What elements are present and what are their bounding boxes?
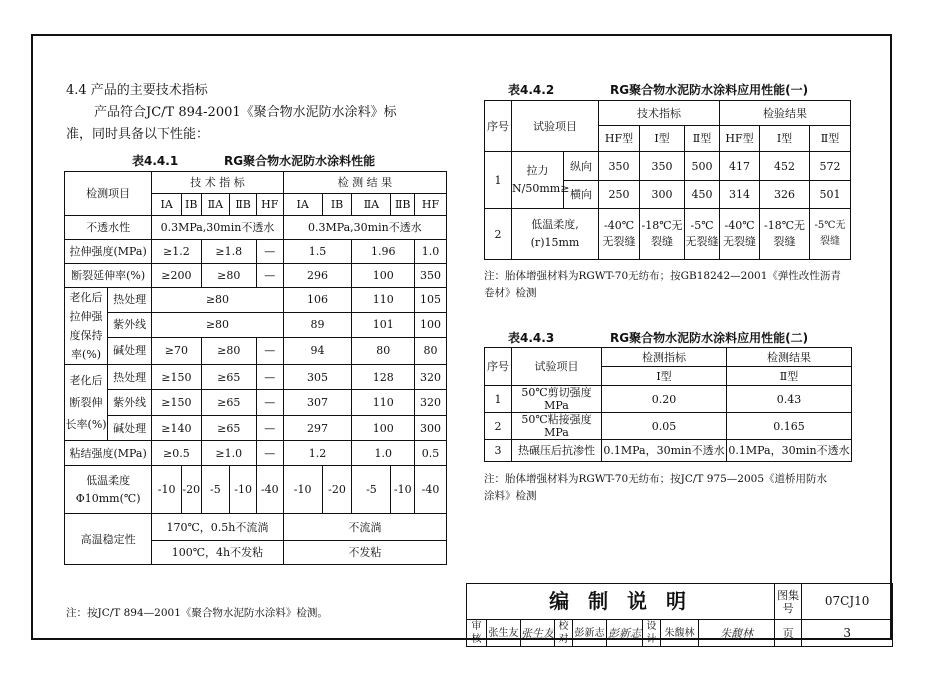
- t1-cell: 不发粘: [283, 541, 446, 565]
- t2-header-item: 试验项目: [512, 101, 599, 152]
- t2-tensile-line: 拉力: [526, 164, 549, 177]
- t1-cell: —: [256, 390, 283, 416]
- t2-cell: -40℃无裂缝: [599, 209, 640, 260]
- t1-cell: 100℃，4h不发粘: [152, 541, 283, 565]
- t3-cell: 0.165: [727, 413, 852, 440]
- t1-sub-IIA: ⅡA: [201, 194, 230, 216]
- t2-header-result: 检验结果: [720, 101, 851, 126]
- t1-cell: 89: [283, 312, 352, 337]
- t1-cell: 94: [283, 337, 352, 364]
- t1-aging-line: 度保持: [69, 329, 103, 342]
- t1-cell: 300: [415, 416, 447, 441]
- t1-cell: -40: [415, 466, 447, 514]
- t1-cell: ≥140: [152, 416, 201, 441]
- t1-cell: 307: [283, 390, 352, 416]
- table3-note-line2: 涂料》检测: [484, 490, 537, 502]
- t1-cell: —: [256, 337, 283, 364]
- t3-cell: 0.05: [602, 413, 727, 440]
- t1-cell: 305: [283, 365, 352, 390]
- t1-label: 不透水性: [65, 216, 152, 240]
- t1-cell: ≥1.0: [201, 441, 256, 466]
- table3-note-line1: 注：胎体增强材料为RGWT-70无纺布；按JC/T 975—2005《道桥用防水: [484, 473, 828, 485]
- t1-cell: 350: [415, 264, 447, 288]
- t2-header-tech: 技术指标: [599, 101, 720, 126]
- t1-cell: ≥65: [201, 416, 256, 441]
- t1-cell: 105: [415, 288, 447, 313]
- t2-cell: 501: [810, 181, 851, 209]
- table3-title: RG聚合物水泥防水涂料应用性能(二): [610, 331, 809, 345]
- t2-cell: 314: [720, 181, 760, 209]
- t2-lowtemp-line: (r)15mm: [530, 236, 580, 249]
- t1-lowtemp-line: Φ10mm(℃): [75, 491, 141, 505]
- atlas-number-value: 07CJ10: [802, 584, 893, 620]
- t1-cell: -20: [182, 466, 202, 514]
- t1-cell: —: [256, 264, 283, 288]
- t1-aging-line: 率(%): [71, 348, 102, 361]
- t2-cell: 452: [760, 152, 810, 181]
- checker-name: 彭新志: [573, 620, 607, 647]
- t1-cell: ≥80: [201, 264, 256, 288]
- reviewer-name: 张生友: [487, 620, 521, 647]
- t1-aging-line: 老化后: [69, 291, 103, 304]
- t2-cell: 350: [599, 152, 640, 181]
- reviewer-signature: 张生友: [521, 620, 555, 647]
- title-block: [466, 583, 893, 647]
- t1-cell: 0.3MPa,30min不透水: [152, 216, 283, 240]
- t1-sub-IIB: ⅡB: [230, 194, 257, 216]
- t2-sub: HF型: [720, 126, 760, 152]
- t2-cell: 450: [685, 181, 720, 209]
- t1-cell: -20: [322, 466, 352, 514]
- t1-cell: —: [256, 441, 283, 466]
- t1-cell: —: [256, 240, 283, 264]
- t2-sublabel: 纵向: [564, 152, 599, 181]
- t3-item: 热碾压后抗渗性: [512, 440, 602, 462]
- table1-number: 表4.4.1: [132, 154, 179, 168]
- t1-cell: ≥80: [152, 312, 283, 337]
- table3-number: 表4.4.3: [508, 331, 555, 345]
- t2-sub: Ⅰ型: [760, 126, 810, 152]
- t1-sub-IIA: ⅡA: [352, 194, 391, 216]
- t1-cell: ≥70: [152, 337, 201, 364]
- section-heading: 4.4 产品的主要技术指标: [66, 83, 208, 98]
- page-number: 3: [802, 620, 893, 647]
- t1-cell: -5: [352, 466, 391, 514]
- t1-cell: ≥65: [201, 390, 256, 416]
- t1-cell: 100: [352, 264, 415, 288]
- t3-seq: 1: [485, 386, 512, 413]
- t1-cell: ≥1.2: [152, 240, 201, 264]
- t1-crack-label: [65, 365, 108, 441]
- t1-cell: ≥200: [152, 264, 201, 288]
- t1-cell: 297: [283, 416, 352, 441]
- t3-header-item: 试验项目: [512, 348, 602, 386]
- t1-cell: -40: [256, 466, 283, 514]
- t1-cell: 106: [283, 288, 352, 313]
- table1: [64, 171, 447, 565]
- design-label: 设计: [643, 620, 661, 647]
- t2-sub: Ⅱ型: [685, 126, 720, 152]
- t2-sub: HF型: [599, 126, 640, 152]
- t1-crack-line: 长率(%): [65, 417, 107, 431]
- t1-cell: 1.2: [283, 441, 352, 466]
- t3-seq: 3: [485, 440, 512, 462]
- t3-header-result: 检测结果: [727, 348, 852, 367]
- t2-cell: 350: [640, 152, 685, 181]
- check-label: 校对: [555, 620, 573, 647]
- t1-cell: 80: [352, 337, 415, 364]
- t1-crack-line: 老化后: [69, 373, 103, 387]
- t2-seq: 1: [485, 152, 512, 209]
- t1-cell: -10: [230, 466, 257, 514]
- t1-cell: ≥80: [201, 337, 256, 364]
- t2-sublabel: 横向: [564, 181, 599, 209]
- t1-sub-HF: HF: [256, 194, 283, 216]
- t2-cell: 250: [599, 181, 640, 209]
- t2-cell: 417: [720, 152, 760, 181]
- t1-cell: -10: [391, 466, 415, 514]
- t2-cell: 300: [640, 181, 685, 209]
- t3-sub: Ⅰ型: [602, 367, 727, 386]
- t2-cell: -18℃无裂缝: [640, 209, 685, 260]
- t1-sub-IA: ⅠA: [283, 194, 322, 216]
- t1-aging-label: [65, 288, 108, 365]
- t2-seq: 2: [485, 209, 512, 260]
- t1-sub-IB: ⅠB: [322, 194, 352, 216]
- table1-title: RG聚合物水泥防水涂料性能: [224, 154, 376, 168]
- t2-sub: Ⅱ型: [810, 126, 851, 152]
- t3-seq: 2: [485, 413, 512, 440]
- t1-sub-IA: ⅠA: [152, 194, 182, 216]
- t2-tensile-label: [512, 152, 570, 209]
- t2-cell: -40℃无裂缝: [720, 209, 760, 260]
- t2-tensile-line: N/50mm≥: [512, 182, 570, 195]
- t1-sublabel: 碱处理: [108, 416, 152, 441]
- checker-signature: 彭新志: [607, 620, 643, 647]
- title-block-title: 编 制 说 明: [467, 584, 775, 620]
- t1-cell: 1.0: [352, 441, 415, 466]
- t1-header-result: 检 测 结 果: [283, 172, 446, 194]
- t1-sublabel: 热处理: [108, 365, 152, 390]
- t3-cell: 0.43: [727, 386, 852, 413]
- t1-cell: ≥150: [152, 390, 201, 416]
- t1-cell: 1.0: [415, 240, 447, 264]
- t1-sub-IB: ⅠB: [182, 194, 202, 216]
- t2-cell: 500: [685, 152, 720, 181]
- t1-cell: 80: [415, 337, 447, 364]
- t2-lowtemp-line: 低温柔度,: [531, 218, 579, 231]
- t3-sub: Ⅱ型: [727, 367, 852, 386]
- t1-header-item: 检测项目: [65, 172, 152, 216]
- atlas-number-label: 图集号: [775, 584, 802, 620]
- t1-aging-line: 拉伸强: [69, 310, 103, 323]
- t2-cell: -18℃无裂缝: [760, 209, 810, 260]
- t1-label: 断裂延伸率(%): [65, 264, 152, 288]
- designer-signature: 朱馥林: [699, 620, 775, 647]
- table2: [484, 100, 851, 260]
- t1-label: 粘结强度(MPa): [65, 441, 152, 466]
- t1-cell: 1.96: [352, 240, 415, 264]
- t1-cell: 100: [352, 416, 415, 441]
- t1-cell: 170℃，0.5h不流淌: [152, 514, 283, 541]
- table2-title: RG聚合物水泥防水涂料应用性能(一): [610, 83, 809, 97]
- t1-sub-HF: HF: [415, 194, 447, 216]
- t1-sub-IIB: ⅡB: [391, 194, 415, 216]
- t3-header-seq: 序号: [485, 348, 512, 386]
- t1-sublabel: 紫外线: [108, 390, 152, 416]
- t1-cell: 110: [352, 288, 415, 313]
- t1-cell: 101: [352, 312, 415, 337]
- t2-cell: -5℃无裂缝: [810, 209, 851, 260]
- t1-cell: ≥1.8: [201, 240, 256, 264]
- t2-lowtemp-label: [512, 209, 599, 260]
- t1-lowtemp-line: 低温柔度: [86, 473, 131, 487]
- page-label: 页: [775, 620, 802, 647]
- t1-sublabel: 紫外线: [108, 312, 152, 337]
- t3-item: 50℃粘接强度MPa: [512, 413, 602, 440]
- t1-cell: 100: [415, 312, 447, 337]
- t1-lowtemp-label: [65, 466, 152, 514]
- t1-cell: 320: [415, 365, 447, 390]
- t1-cell: 110: [352, 390, 415, 416]
- t1-cell: ≥150: [152, 365, 201, 390]
- t1-cell: ≥65: [201, 365, 256, 390]
- t1-cell: 0.5: [415, 441, 447, 466]
- t1-cell: -10: [283, 466, 322, 514]
- t1-label: 拉伸强度(MPa): [65, 240, 152, 264]
- t1-cell: 不流淌: [283, 514, 446, 541]
- t1-cell: ≥0.5: [152, 441, 201, 466]
- t1-cell: 128: [352, 365, 415, 390]
- t1-cell: 0.3MPa,30min不透水: [283, 216, 446, 240]
- table2-note-line2: 卷材》检测: [484, 287, 537, 299]
- t2-header-seq: 序号: [485, 101, 512, 152]
- t1-sublabel: 碱处理: [108, 337, 152, 364]
- table2-number: 表4.4.2: [508, 83, 555, 97]
- t1-sublabel: 热处理: [108, 288, 152, 313]
- t1-cell: -10: [152, 466, 182, 514]
- table1-note: 注：按JC/T 894—2001《聚合物水泥防水涂料》检测。: [66, 607, 328, 619]
- t2-cell: 326: [760, 181, 810, 209]
- t1-cell: 320: [415, 390, 447, 416]
- review-label: 审核: [467, 620, 487, 647]
- t1-cell: ≥80: [152, 288, 283, 313]
- t1-cell: -5: [201, 466, 230, 514]
- designer-name: 朱馥林: [661, 620, 699, 647]
- t3-cell: 0.1MPa，30min不透水: [727, 440, 852, 462]
- t2-sub: Ⅰ型: [640, 126, 685, 152]
- t3-cell: 0.20: [602, 386, 727, 413]
- t1-crack-line: 断裂伸: [69, 395, 103, 409]
- t1-header-tech: 技 术 指 标: [152, 172, 283, 194]
- t3-cell: 0.1MPa，30min不透水: [602, 440, 727, 462]
- t2-cell: 572: [810, 152, 851, 181]
- table2-note-line1: 注：胎体增强材料为RGWT-70无纺布；按GB18242—2001《弹性改性沥青: [484, 270, 841, 282]
- t3-header-tech: 检测指标: [602, 348, 727, 367]
- t3-item: 50℃剪切强度MPa: [512, 386, 602, 413]
- t1-cell: 296: [283, 264, 352, 288]
- t2-cell: -5℃无裂缝: [685, 209, 720, 260]
- t1-cell: —: [256, 416, 283, 441]
- intro-line-1: 产品符合JC/T 894-2001《聚合物水泥防水涂料》标: [94, 105, 397, 120]
- intro-line-2: 准，同时具备以下性能：: [66, 127, 210, 142]
- t1-cell: —: [256, 365, 283, 390]
- t1-cell: 1.5: [283, 240, 352, 264]
- table3: [484, 347, 852, 462]
- t1-label: 高温稳定性: [65, 514, 152, 565]
